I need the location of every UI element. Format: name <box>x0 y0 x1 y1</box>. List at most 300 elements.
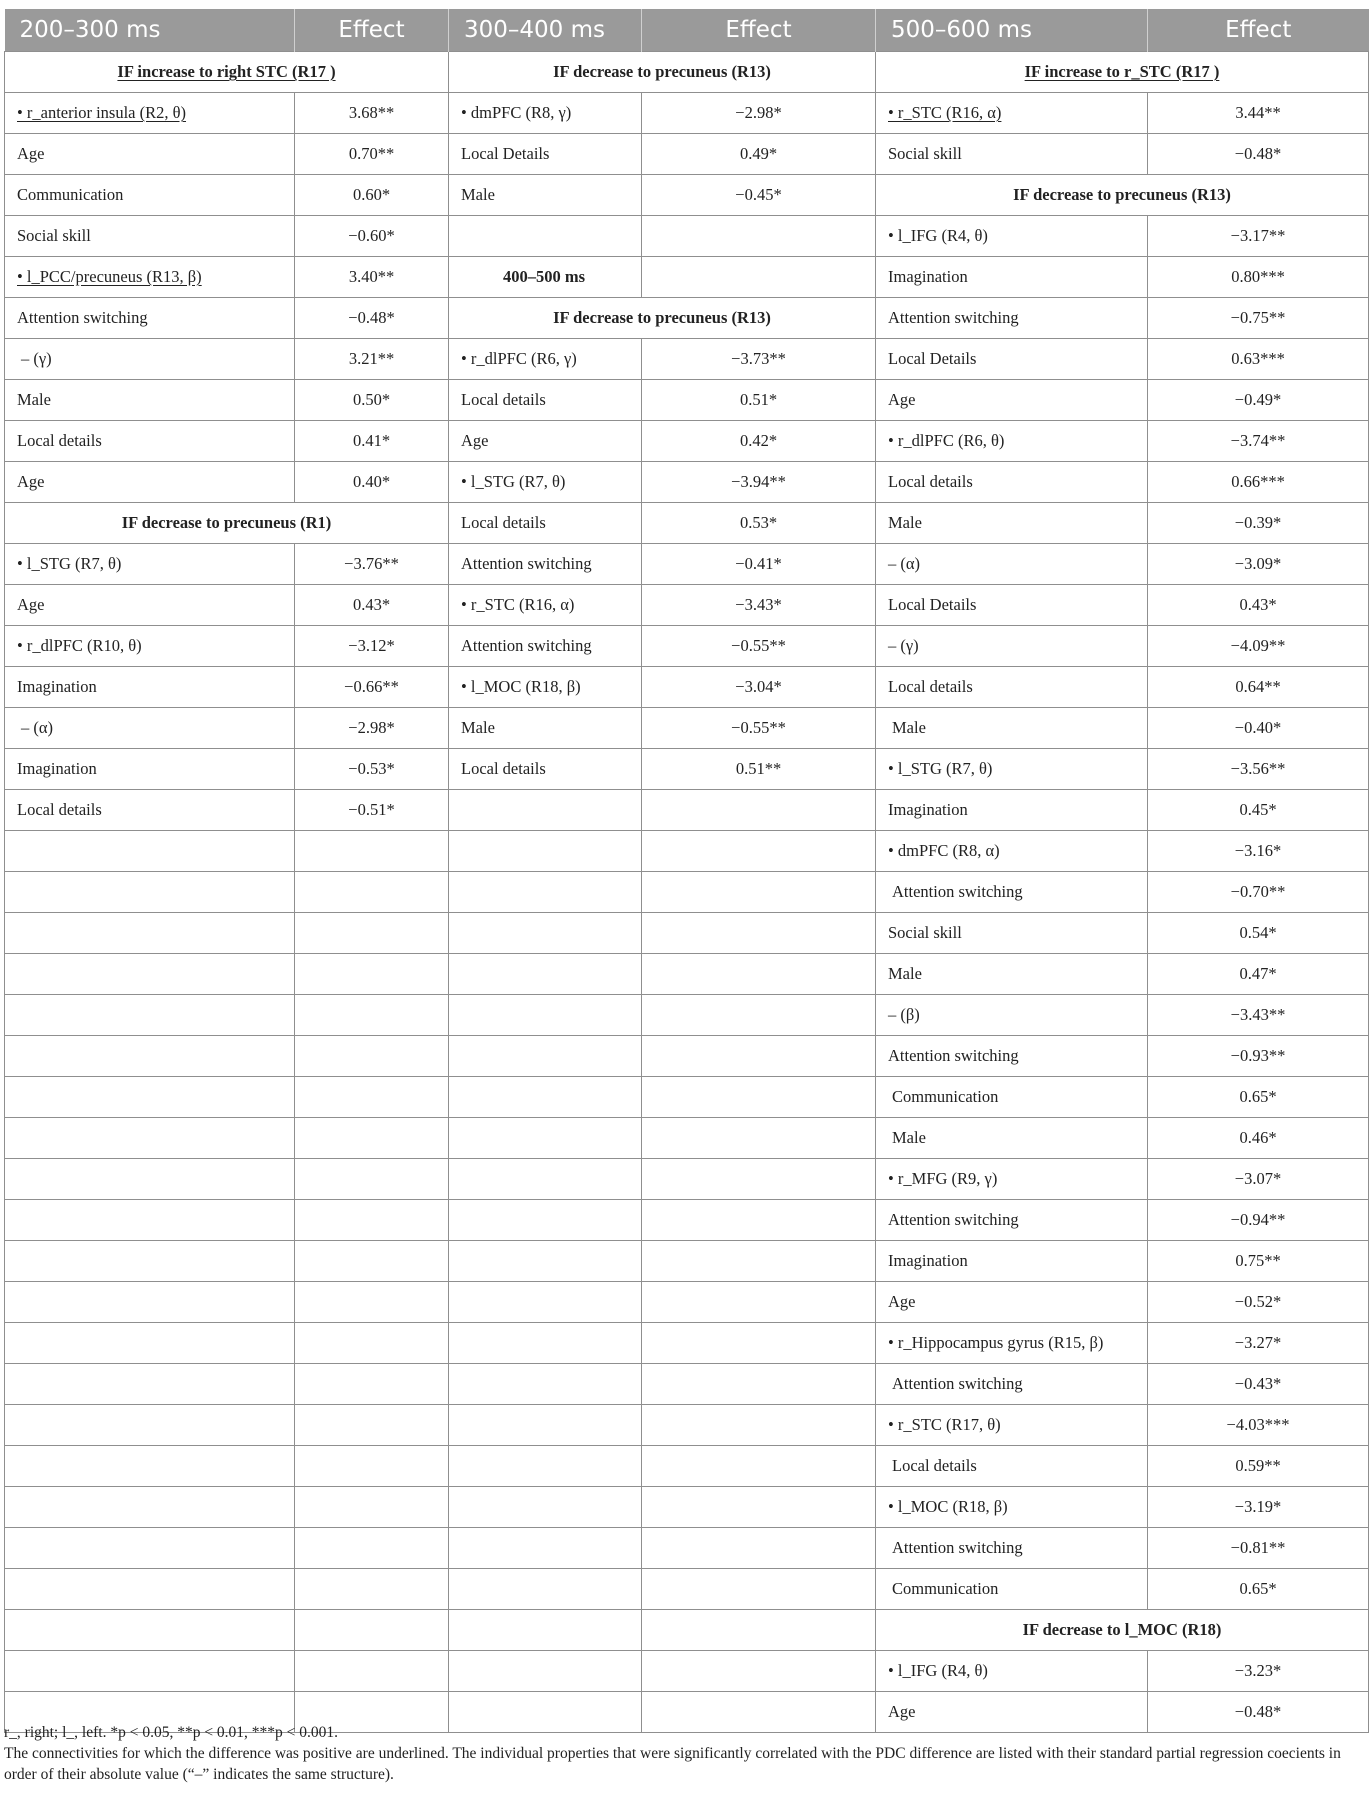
row-label-text: Social skill <box>17 226 91 245</box>
effect-value-text: −0.70** <box>1230 882 1286 901</box>
row-label-text: • r_anterior insula (R2, θ) <box>17 103 187 122</box>
row-label <box>876 1405 1148 1446</box>
row-label-text: – (α) <box>888 554 921 573</box>
row-label-text: Local Details <box>888 349 977 368</box>
row-label <box>876 380 1148 421</box>
row-label <box>876 1036 1148 1077</box>
effect-value-text: −3.07* <box>1234 1169 1282 1188</box>
footnote-explanation: The connectivities for which the difference was positive are underlined. The individual properties that were significantly correlated with the PDC difference are listed with their standard partial regression coecients in order of their absolute value (“–” indicates the same structure). <box>4 1745 1341 1783</box>
effect-value-text: −2.98* <box>348 718 395 737</box>
effect-value <box>642 503 876 544</box>
table-row <box>5 1323 1369 1364</box>
row-label <box>5 298 295 339</box>
empty-cell <box>449 216 642 257</box>
row-label-text: Male <box>888 964 922 983</box>
table-row <box>5 216 1369 257</box>
effect-value <box>295 216 449 257</box>
effect-value-text: 0.46* <box>1239 1128 1277 1147</box>
empty-cell <box>642 954 876 995</box>
effect-value <box>1148 1036 1369 1077</box>
row-label <box>449 667 642 708</box>
row-label <box>876 93 1148 134</box>
row-label-text: Imagination <box>17 759 97 778</box>
table-row <box>5 1569 1369 1610</box>
empty-cell <box>295 1610 449 1651</box>
effect-value-text: −3.43* <box>735 595 782 614</box>
row-label <box>449 93 642 134</box>
effect-value-text: 0.75** <box>1235 1251 1281 1270</box>
effect-value-text: −0.40* <box>1234 718 1282 737</box>
row-label <box>876 1241 1148 1282</box>
empty-cell <box>642 913 876 954</box>
row-label-text: Attention switching <box>892 1374 1023 1393</box>
row-label <box>876 1159 1148 1200</box>
empty-cell <box>449 1651 642 1692</box>
empty-cell <box>295 913 449 954</box>
empty-cell <box>295 954 449 995</box>
row-label <box>876 1282 1148 1323</box>
row-label <box>5 626 295 667</box>
effect-value-text: 0.59** <box>1235 1456 1281 1475</box>
row-label-text: • l_IFG (R4, θ) <box>888 1661 988 1680</box>
row-label-text: • r_STC (R16, α) <box>888 103 1002 122</box>
empty-cell <box>642 1364 876 1405</box>
empty-cell <box>642 1282 876 1323</box>
empty-cell <box>642 1159 876 1200</box>
effect-value <box>1148 1487 1369 1528</box>
row-label <box>876 1323 1148 1364</box>
effect-value <box>642 462 876 503</box>
table-row <box>5 93 1369 134</box>
effect-value-text: −0.43* <box>1234 1374 1282 1393</box>
empty-cell <box>295 1487 449 1528</box>
row-label-text: • l_STG (R7, θ) <box>461 472 566 491</box>
effect-value-text: −0.53* <box>348 759 395 778</box>
effect-value <box>642 339 876 380</box>
empty-cell <box>295 1364 449 1405</box>
effect-value <box>1148 1528 1369 1569</box>
table-row <box>5 1610 1369 1651</box>
row-label <box>876 421 1148 462</box>
effect-value-text: 0.42* <box>739 431 778 450</box>
row-label <box>5 380 295 421</box>
effect-value <box>642 175 876 216</box>
effect-value <box>1148 1159 1369 1200</box>
time-window-subheader <box>449 257 642 298</box>
effect-value <box>1148 257 1369 298</box>
table-row <box>5 1364 1369 1405</box>
row-label-text: Social skill <box>888 144 962 163</box>
time-window-subheader-text: 400–500 ms <box>503 267 586 286</box>
table-row <box>5 1446 1369 1487</box>
effect-value <box>1148 1364 1369 1405</box>
empty-cell <box>642 1569 876 1610</box>
table-row <box>5 175 1369 216</box>
empty-cell <box>5 1569 295 1610</box>
table-row <box>5 298 1369 339</box>
row-label-text: Local details <box>888 472 973 491</box>
effect-value <box>1148 708 1369 749</box>
effect-value-text: −4.09** <box>1230 636 1286 655</box>
empty-cell <box>642 1241 876 1282</box>
empty-cell <box>449 872 642 913</box>
effect-value <box>1148 93 1369 134</box>
row-label-text: Local Details <box>888 595 977 614</box>
row-label <box>876 831 1148 872</box>
effect-value-text: −0.81** <box>1230 1538 1286 1557</box>
row-label-text: Attention switching <box>888 1210 1019 1229</box>
row-label-text: – (γ) <box>21 349 52 368</box>
empty-cell <box>449 1528 642 1569</box>
empty-cell <box>5 1241 295 1282</box>
row-label <box>5 216 295 257</box>
effect-value-text: −0.66** <box>344 677 399 696</box>
effect-value-text: −3.12* <box>348 636 395 655</box>
row-label-text: Male <box>892 718 926 737</box>
effect-value <box>295 421 449 462</box>
effect-value-text: 0.70** <box>348 144 395 163</box>
table-row <box>5 913 1369 954</box>
empty-cell <box>642 1077 876 1118</box>
effect-value <box>1148 421 1369 462</box>
effect-value <box>1148 503 1369 544</box>
empty-cell <box>295 1077 449 1118</box>
empty-cell <box>449 1077 642 1118</box>
row-label <box>449 380 642 421</box>
group-header-text: IF decrease to precuneus (R13) <box>1013 185 1231 204</box>
table-row <box>5 1241 1369 1282</box>
effect-value <box>1148 339 1369 380</box>
table-row <box>5 544 1369 585</box>
effect-value-text: −4.03*** <box>1226 1415 1290 1434</box>
effect-value <box>1148 298 1369 339</box>
row-label-text: – (α) <box>21 718 54 737</box>
table-row <box>5 1405 1369 1446</box>
effect-value <box>642 749 876 790</box>
effect-value-text: −3.19* <box>1234 1497 1282 1516</box>
row-label <box>876 1528 1148 1569</box>
effect-value <box>1148 1446 1369 1487</box>
effect-value-text: 0.63*** <box>1231 349 1285 368</box>
row-label-text: • r_Hippocampus gyrus (R15, β) <box>888 1333 1104 1352</box>
row-label-text: Imagination <box>888 267 968 286</box>
empty-cell <box>295 1569 449 1610</box>
table-header-row <box>5 9 1369 52</box>
row-label <box>876 1651 1148 1692</box>
effect-value-text: −3.56** <box>1230 759 1286 778</box>
row-label <box>876 667 1148 708</box>
effect-value-text: 3.21** <box>348 349 395 368</box>
empty-cell <box>642 257 876 298</box>
row-label <box>5 585 295 626</box>
row-label-text: • r_STC (R17, θ) <box>888 1415 1001 1434</box>
effect-value-text: 0.66*** <box>1231 472 1285 491</box>
table-row <box>5 462 1369 503</box>
effect-value-text: 0.60* <box>352 185 391 204</box>
empty-cell <box>5 954 295 995</box>
empty-cell <box>449 1323 642 1364</box>
effect-value-text: 3.40** <box>348 267 395 286</box>
table-body <box>5 52 1369 1733</box>
effect-value-text: −3.09* <box>1234 554 1282 573</box>
effect-value-text: 0.53* <box>739 513 778 532</box>
effect-value-text: −0.51* <box>348 800 395 819</box>
row-label-text: – (β) <box>888 1005 920 1024</box>
effect-value-text: 0.65* <box>1239 1579 1277 1598</box>
row-label-text: Age <box>17 472 45 491</box>
table-row <box>5 1282 1369 1323</box>
empty-cell <box>5 1446 295 1487</box>
effect-value-text: −3.94** <box>731 472 786 491</box>
row-label-text: Local details <box>461 759 546 778</box>
empty-cell <box>5 1487 295 1528</box>
row-label-text: Communication <box>892 1579 999 1598</box>
table-row <box>5 749 1369 790</box>
effect-value-text: 0.43* <box>352 595 391 614</box>
effect-value-text: −3.16* <box>1234 841 1282 860</box>
row-label <box>449 421 642 462</box>
effect-value <box>642 380 876 421</box>
effect-value-text: −3.04* <box>735 677 782 696</box>
effect-value <box>1148 1569 1369 1610</box>
empty-cell <box>642 1446 876 1487</box>
empty-cell <box>642 1118 876 1159</box>
effect-value-text: −0.55** <box>731 718 786 737</box>
table-row <box>5 1651 1369 1692</box>
effect-value-text: 0.41* <box>352 431 391 450</box>
row-label <box>876 790 1148 831</box>
empty-cell <box>642 1405 876 1446</box>
effect-value <box>295 708 449 749</box>
group-header-text: IF increase to r_STC (R17 ) <box>1024 62 1220 81</box>
table-row <box>5 134 1369 175</box>
row-label <box>876 954 1148 995</box>
effect-value <box>642 667 876 708</box>
row-label <box>449 544 642 585</box>
effect-value-text: −3.74** <box>1230 431 1286 450</box>
effect-value <box>1148 380 1369 421</box>
row-label-text: Local details <box>17 431 102 450</box>
empty-cell <box>5 831 295 872</box>
effect-value <box>1148 1118 1369 1159</box>
effect-value-text: −3.43** <box>1230 1005 1286 1024</box>
effect-value <box>1148 1241 1369 1282</box>
empty-cell <box>295 1323 449 1364</box>
row-label <box>876 544 1148 585</box>
row-label-text: Age <box>888 1292 916 1311</box>
empty-cell <box>5 1118 295 1159</box>
empty-cell <box>295 872 449 913</box>
row-label-text: Imagination <box>888 800 968 819</box>
effect-value <box>1148 831 1369 872</box>
effect-value-text: −3.17** <box>1230 226 1286 245</box>
empty-cell <box>449 954 642 995</box>
row-label <box>5 749 295 790</box>
row-label-text: Age <box>888 390 916 409</box>
effect-value-text: 3.44** <box>1235 103 1281 122</box>
row-label <box>449 749 642 790</box>
row-label <box>876 708 1148 749</box>
effect-value <box>1148 995 1369 1036</box>
effect-value <box>295 257 449 298</box>
empty-cell <box>295 1405 449 1446</box>
effect-value <box>1148 1323 1369 1364</box>
results-table-container <box>4 9 1368 1733</box>
table-row <box>5 872 1369 913</box>
effect-value <box>1148 790 1369 831</box>
group-header-text: IF decrease to l_MOC (R18) <box>1022 1620 1222 1639</box>
effect-value-text: −3.73** <box>731 349 786 368</box>
row-label-text: Age <box>461 431 489 450</box>
empty-cell <box>5 1364 295 1405</box>
effect-value-text: −3.27* <box>1234 1333 1282 1352</box>
table-row <box>5 380 1369 421</box>
group-header <box>449 52 876 93</box>
empty-cell <box>642 1200 876 1241</box>
table-row <box>5 790 1369 831</box>
table-row <box>5 1118 1369 1159</box>
effect-value <box>642 626 876 667</box>
effect-value <box>295 749 449 790</box>
row-label <box>876 298 1148 339</box>
table-row <box>5 626 1369 667</box>
effect-value <box>295 462 449 503</box>
effect-value-text: 0.49* <box>739 144 778 163</box>
empty-cell <box>5 1405 295 1446</box>
empty-cell <box>5 1159 295 1200</box>
empty-cell <box>5 1651 295 1692</box>
row-label-text: Attention switching <box>888 308 1019 327</box>
effect-value-text: 0.65* <box>1239 1087 1277 1106</box>
effect-value-text: 3.68** <box>348 103 395 122</box>
empty-cell <box>449 1282 642 1323</box>
empty-cell <box>5 1282 295 1323</box>
row-label-text: Attention switching <box>888 1046 1019 1065</box>
effect-value-text: −0.93** <box>1230 1046 1286 1065</box>
empty-cell <box>5 995 295 1036</box>
effect-value <box>642 134 876 175</box>
row-label <box>876 995 1148 1036</box>
effect-value-text: −0.48* <box>1234 144 1282 163</box>
row-label <box>5 544 295 585</box>
row-label-text: • l_MOC (R18, β) <box>888 1497 1008 1516</box>
table-row <box>5 257 1369 298</box>
effect-value-text: 0.45* <box>1239 800 1277 819</box>
empty-cell <box>5 872 295 913</box>
effect-value-text: 0.64** <box>1235 677 1281 696</box>
table-row <box>5 1159 1369 1200</box>
effect-value-text: −0.48* <box>348 308 395 327</box>
effect-value-text: −0.52* <box>1234 1292 1282 1311</box>
group-header <box>876 52 1369 93</box>
row-label <box>449 134 642 175</box>
effect-value <box>642 421 876 462</box>
empty-cell <box>5 1077 295 1118</box>
row-label <box>5 708 295 749</box>
row-label <box>876 503 1148 544</box>
group-header <box>5 503 449 544</box>
effect-value <box>295 339 449 380</box>
row-label-text: Local Details <box>461 144 550 163</box>
table-footnotes <box>4 1722 1368 1785</box>
row-label-text: • r_dlPFC (R10, θ) <box>17 636 142 655</box>
effect-value <box>1148 1405 1369 1446</box>
effect-value-text: 0.80*** <box>1231 267 1285 286</box>
effect-value <box>295 626 449 667</box>
effect-value-text: −0.39* <box>1234 513 1282 532</box>
row-label-text: Communication <box>892 1087 999 1106</box>
row-label-text: Social skill <box>888 923 962 942</box>
table-row <box>5 1200 1369 1241</box>
empty-cell <box>449 913 642 954</box>
empty-cell <box>449 1569 642 1610</box>
effect-value <box>295 667 449 708</box>
row-label <box>449 626 642 667</box>
empty-cell <box>449 995 642 1036</box>
effect-value <box>295 585 449 626</box>
row-label-text: Attention switching <box>17 308 148 327</box>
empty-cell <box>642 1528 876 1569</box>
empty-cell <box>5 1200 295 1241</box>
effect-value <box>1148 462 1369 503</box>
effect-value-text: 0.43* <box>1239 595 1277 614</box>
effect-value-text: −0.75** <box>1230 308 1286 327</box>
empty-cell <box>295 1159 449 1200</box>
results-table <box>4 9 1369 1733</box>
row-label-text: • l_STG (R7, θ) <box>17 554 122 573</box>
empty-cell <box>642 216 876 257</box>
empty-cell <box>295 1241 449 1282</box>
empty-cell <box>449 1200 642 1241</box>
empty-cell <box>5 1323 295 1364</box>
effect-value <box>642 708 876 749</box>
table-row <box>5 503 1369 544</box>
empty-cell <box>449 1118 642 1159</box>
row-label-text: Local details <box>892 1456 977 1475</box>
empty-cell <box>449 1364 642 1405</box>
effect-value <box>1148 954 1369 995</box>
effect-value <box>295 298 449 339</box>
row-label <box>449 175 642 216</box>
empty-cell <box>295 1282 449 1323</box>
effect-value <box>295 93 449 134</box>
row-label <box>5 257 295 298</box>
effect-value <box>1148 626 1369 667</box>
row-label-text: – (γ) <box>888 636 919 655</box>
row-label <box>449 339 642 380</box>
effect-value <box>295 380 449 421</box>
row-label-text: • l_IFG (R4, θ) <box>888 226 988 245</box>
row-label-text: Age <box>17 144 45 163</box>
row-label <box>449 462 642 503</box>
group-header <box>5 52 449 93</box>
row-label <box>876 1077 1148 1118</box>
effect-value <box>642 544 876 585</box>
empty-cell <box>295 995 449 1036</box>
empty-cell <box>5 1610 295 1651</box>
empty-cell <box>449 1446 642 1487</box>
row-label-text: • r_MFG (R9, γ) <box>888 1169 998 1188</box>
row-label <box>876 1487 1148 1528</box>
empty-cell <box>295 1446 449 1487</box>
effect-value <box>1148 1077 1369 1118</box>
column-header-300-400: 300–400 ms <box>449 9 642 52</box>
table-row <box>5 831 1369 872</box>
empty-cell <box>5 1036 295 1077</box>
effect-value-text: 0.51** <box>735 759 782 778</box>
row-label-text: Age <box>17 595 45 614</box>
row-label-text: Local details <box>461 390 546 409</box>
